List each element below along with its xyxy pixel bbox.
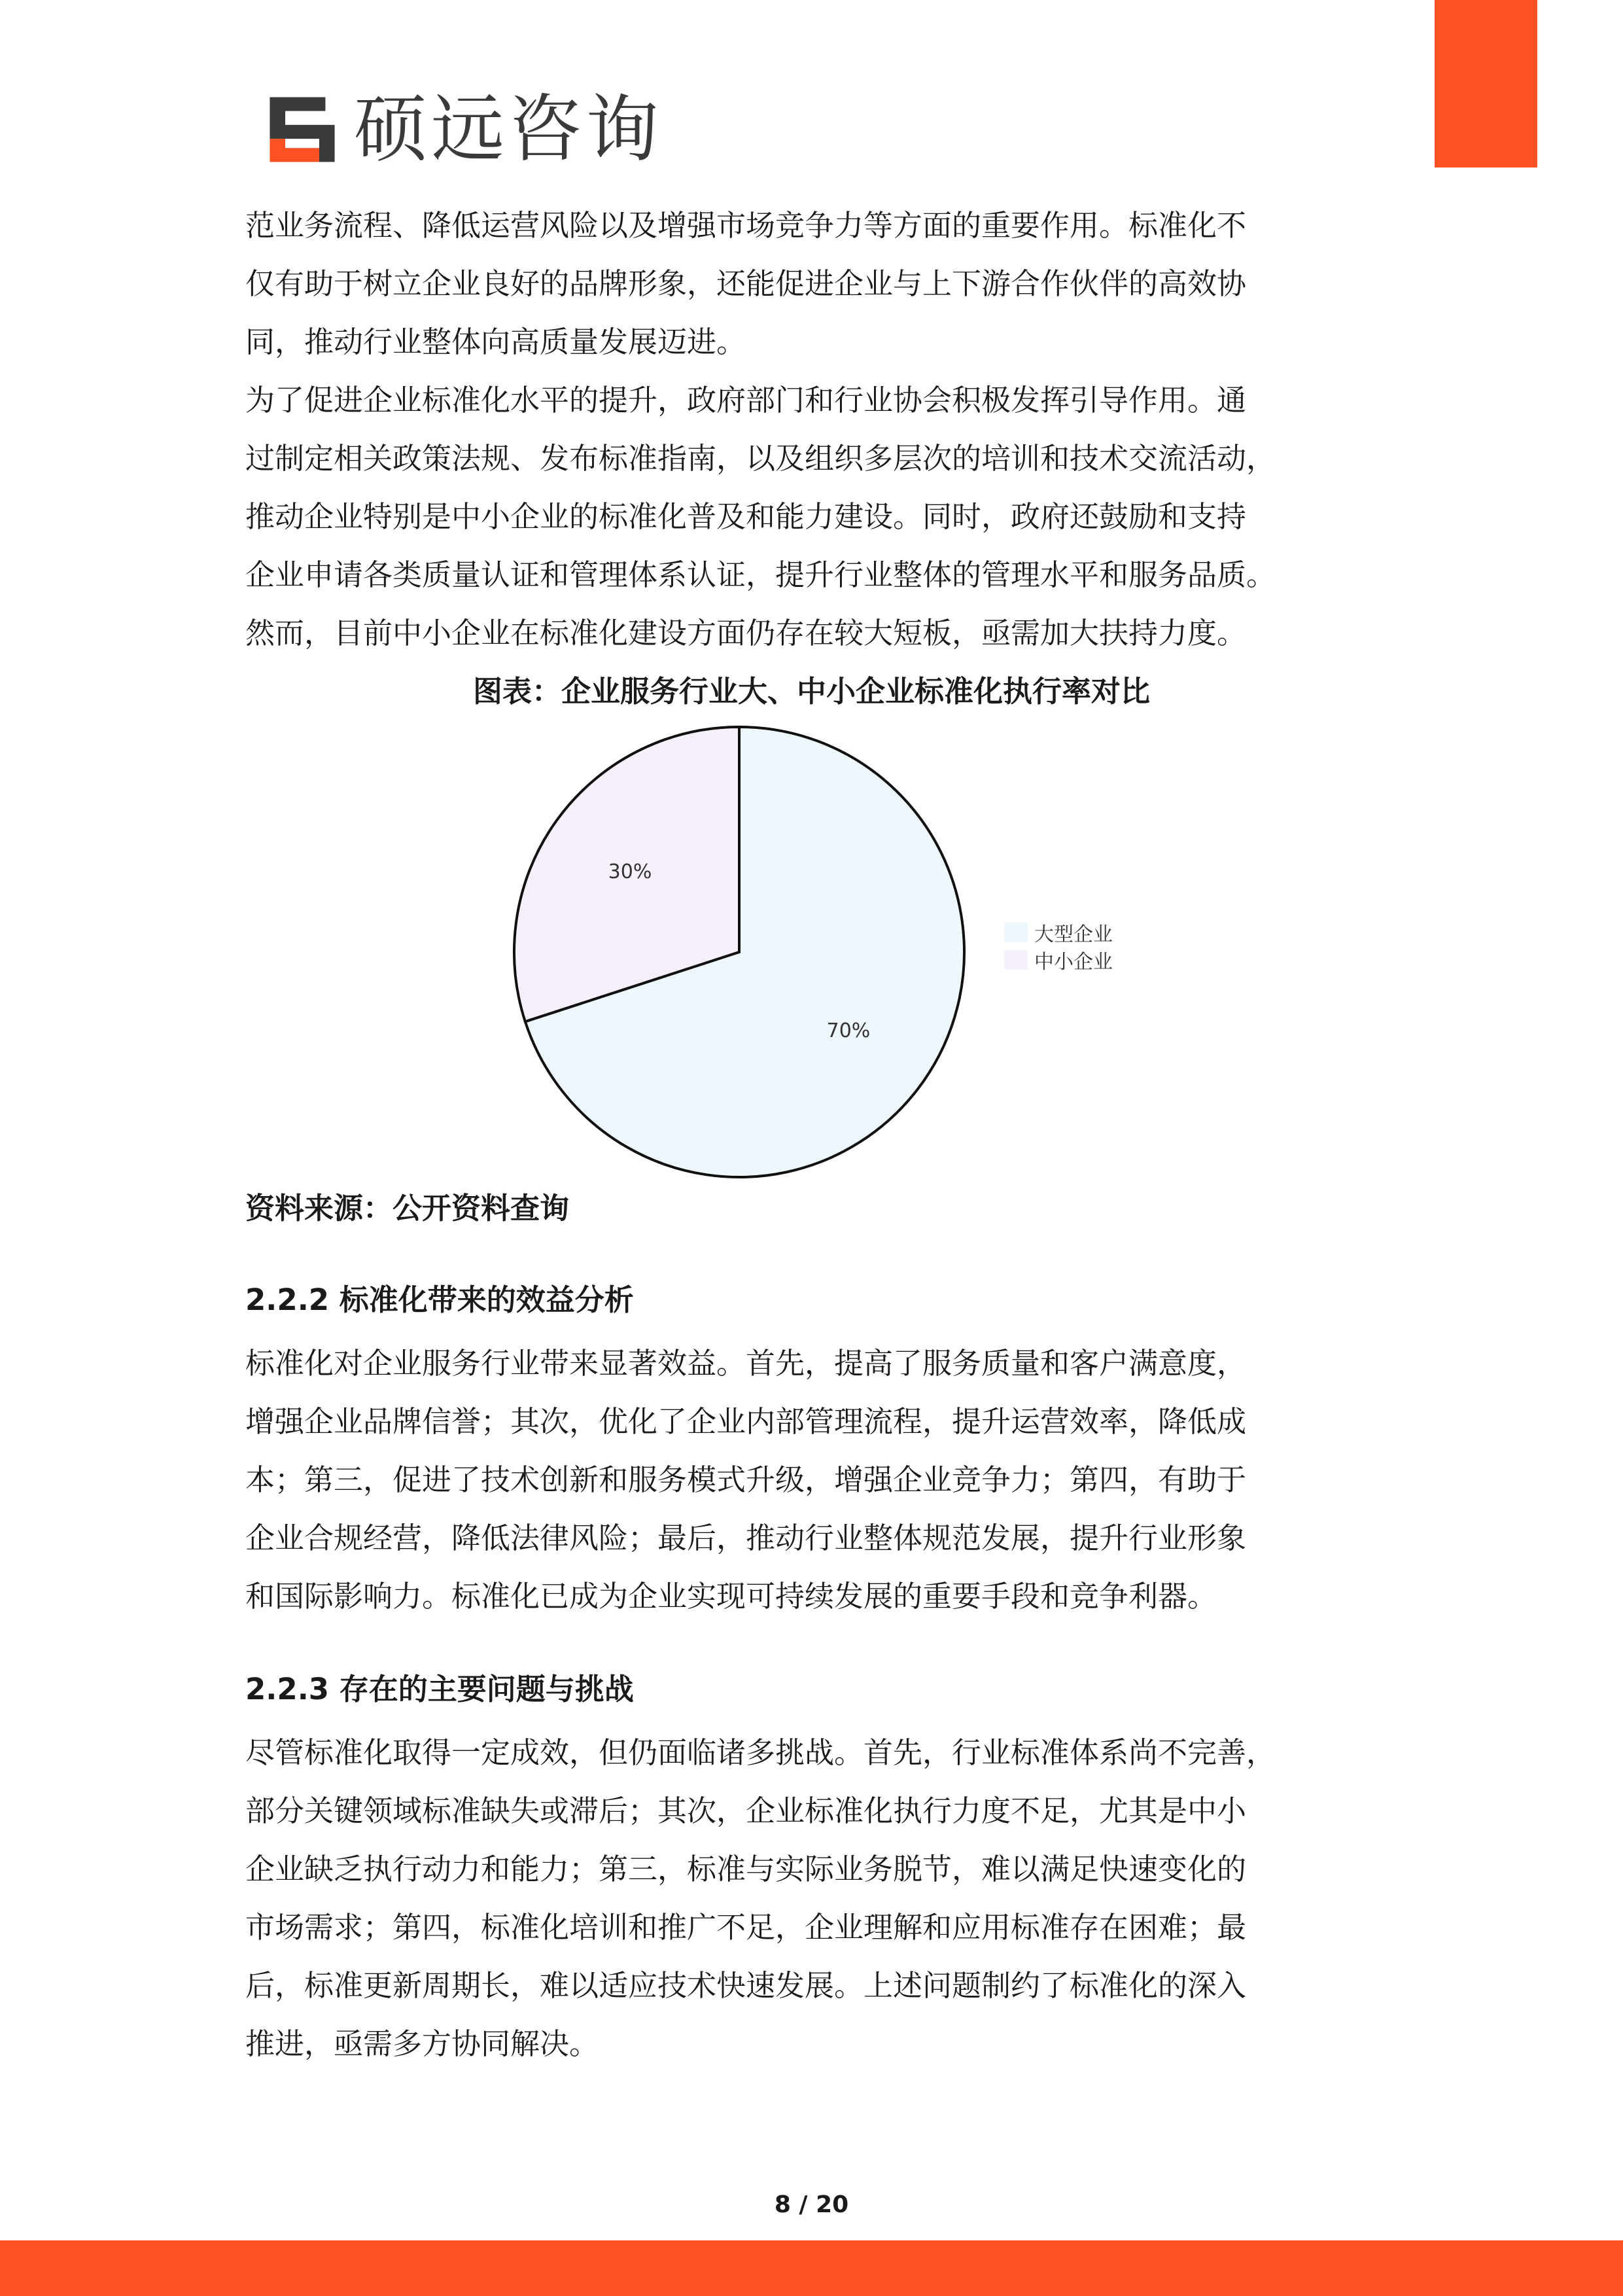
pie-data-label: 70% [826, 1019, 871, 1042]
text-line: 同，推动行业整体向高质量发展迈进。 [245, 325, 746, 359]
text-line: 增强企业品牌信誉；其次，优化了企业内部管理流程，提升运营效率，降低成 [245, 1404, 1247, 1439]
text-line: 企业申请各类质量认证和管理体系认证，提升行业整体的管理水平和服务品质。 [245, 557, 1276, 592]
logo-mark-icon [264, 91, 341, 168]
text-line: 推进，亟需多方协同解决。 [245, 2026, 599, 2061]
policy-paragraph [245, 371, 1384, 662]
text-line: 过制定相关政策法规、发布标准指南，以及组织多层次的培训和技术交流活动， [245, 441, 1276, 476]
legend-item-large [1004, 919, 1113, 946]
text-line: 然而，目前中小企业在标准化建设方面仍存在较大短板，亟需加大扶持力度。 [245, 616, 1247, 650]
challenges-paragraph [245, 1723, 1384, 2073]
source-note: 资料来源：公开资料查询 [245, 1191, 570, 1226]
chart-title: 图表：企业服务行业大、中小企业标准化执行率对比 [472, 674, 1150, 709]
legend-item-sme [1004, 946, 1113, 974]
text-line: 和国际影响力。标准化已成为企业实现可持续发展的重要手段和竞争利器。 [245, 1579, 1217, 1614]
text-line: 企业合规经营，降低法律风险；最后，推动行业整体规范发展，提升行业形象 [245, 1521, 1247, 1555]
legend-swatch [1004, 950, 1028, 970]
text-line: 范业务流程、降低运营风险以及增强市场竞争力等方面的重要作用。标准化不 [245, 208, 1247, 243]
text-line: 后，标准更新周期长，难以适应技术快速发展。上述问题制约了标准化的深入 [245, 1968, 1247, 2003]
benefits-paragraph [245, 1334, 1384, 1625]
intro-paragraph [245, 196, 1384, 371]
corner-accent-bar [1435, 0, 1537, 168]
text-line: 企业缺乏执行动力和能力；第三，标准与实际业务脱节，难以满足快速变化的 [245, 1852, 1247, 1886]
text-line: 本；第三，促进了技术创新和服务模式升级，增强企业竞争力；第四，有助于 [245, 1462, 1247, 1497]
legend-label: 大型企业 [1034, 923, 1113, 946]
logo-text: 硕远咨询 [354, 87, 663, 172]
section-heading-222: 2.2.2 标准化带来的效益分析 [245, 1282, 634, 1317]
text-line: 为了促进企业标准化水平的提升，政府部门和行业协会积极发挥引导作用。通 [245, 383, 1247, 417]
legend-label: 中小企业 [1034, 951, 1113, 974]
text-line: 仅有助于树立企业良好的品牌形象，还能促进企业与上下游合作伙伴的高效协 [245, 266, 1247, 301]
company-logo [264, 87, 663, 172]
pie-chart [484, 716, 981, 1188]
text-line: 市场需求；第四，标准化培训和推广不足，企业理解和应用标准存在困难；最 [245, 1910, 1247, 1945]
footer-accent-bar [0, 2240, 1623, 2296]
text-line: 部分关键领域标准缺失或滞后；其次，企业标准化执行力度不足，尤其是中小 [245, 1793, 1247, 1828]
pie-data-label: 30% [608, 860, 652, 884]
text-line: 标准化对企业服务行业带来显著效益。首先，提高了服务质量和客户满意度， [245, 1346, 1247, 1381]
legend-swatch [1004, 923, 1028, 942]
text-line: 尽管标准化取得一定成效，但仍面临诸多挑战。首先，行业标准体系尚不完善， [245, 1735, 1276, 1770]
page-number: 8 / 20 [774, 2191, 849, 2218]
text-line: 推动企业特别是中小企业的标准化普及和能力建设。同时，政府还鼓励和支持 [245, 499, 1247, 534]
section-heading-223: 2.2.3 存在的主要问题与挑战 [245, 1672, 634, 1706]
chart-legend [1004, 919, 1113, 974]
